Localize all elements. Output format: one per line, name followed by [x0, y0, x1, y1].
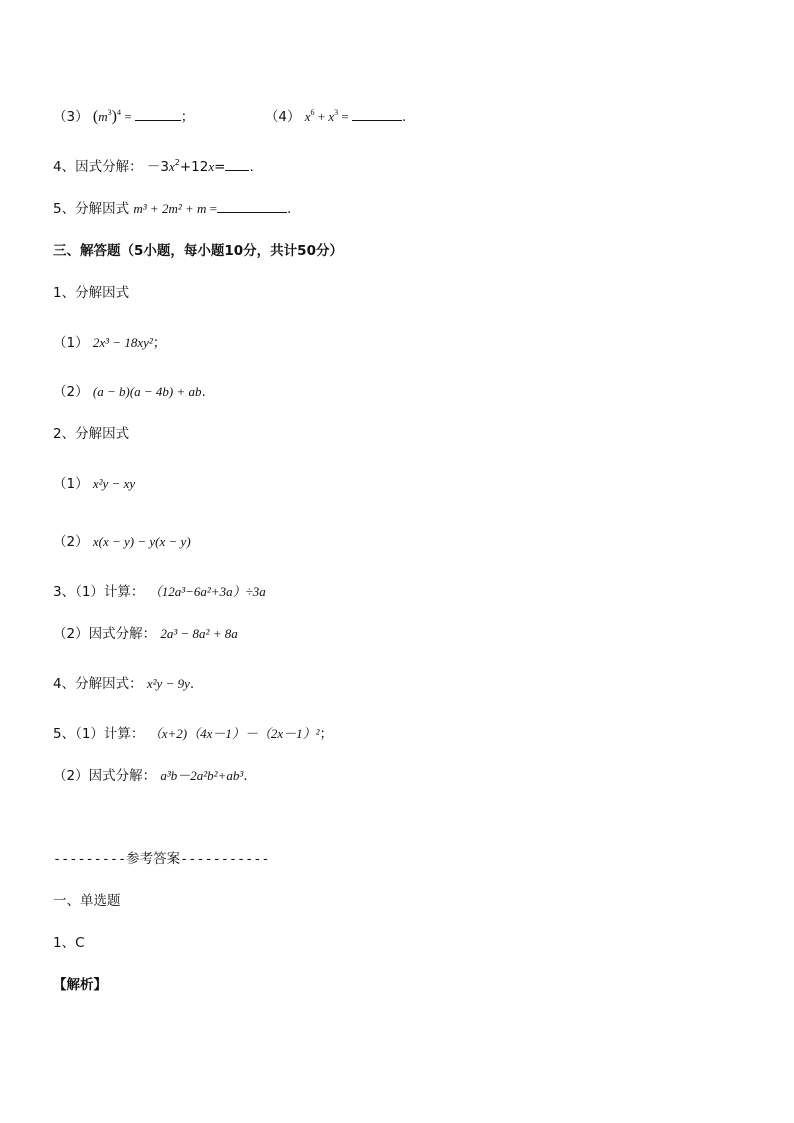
- problem-2-sub-1: （1） x²y − xy: [53, 476, 136, 492]
- problem-1-sub-1: （1） 2x³ − 18xy²；: [53, 335, 167, 351]
- q3-outer-exp: 4: [116, 108, 121, 117]
- problem-2-sub-2: （2） x(x − y) − y(x − y): [53, 534, 191, 550]
- math-expression: x²y − 9y: [146, 676, 190, 691]
- problem-2-title: 2、分解因式: [53, 426, 130, 442]
- problem-4: 4、分解因式： x²y − 9y.: [53, 676, 195, 692]
- answer-section-title: 一、单选题: [53, 893, 121, 909]
- q3-label: （3）: [53, 109, 89, 125]
- problem-3-sub-2: （2）因式分解： 2a³ − 8a² + 8a: [53, 626, 238, 642]
- question-number: 4、: [53, 159, 76, 175]
- math-expression: （12a³−6a²+3a）÷3a: [148, 584, 266, 599]
- answer-divider: ---------参考答案-----------: [53, 851, 270, 867]
- math-expression: （x+2)（4x－1）－（2x－1）²: [148, 726, 320, 741]
- math-expression: x(x − y) − y(x − y): [92, 534, 191, 549]
- q4-answer-blank[interactable]: [352, 109, 402, 121]
- q4-label: （4）: [264, 109, 301, 125]
- q3-end: ；: [180, 109, 195, 125]
- fill5-expression: m³ + 2m² + m: [133, 201, 207, 216]
- question-number: 5、: [53, 201, 76, 217]
- q3-inner-exp: 3: [107, 108, 112, 117]
- math-expression: x²y − xy: [92, 476, 136, 491]
- fill4-answer-blank[interactable]: [225, 159, 249, 171]
- fill5-answer-blank[interactable]: [217, 201, 287, 213]
- analysis-heading: 【解析】: [53, 977, 107, 993]
- fill-question-4: 4、因式分解： $-3x^2+12x=$ .: [53, 158, 254, 175]
- q3-base: m: [98, 109, 108, 124]
- math-expression: 2x³ − 18xy²: [92, 335, 153, 350]
- problem-1-sub-2: （2） (a − b)(a − 4b) + ab.: [53, 384, 206, 400]
- fill-question-5: 5、分解因式 m³ + 2m² + m = .: [53, 201, 292, 217]
- math-expression: a³b－2a²b²+ab³: [160, 768, 244, 783]
- q4-expression: $x^6 + x^3$ =: [304, 108, 349, 124]
- q4-end: .: [402, 109, 407, 125]
- answer-item: 1、C: [53, 935, 85, 951]
- q3-equals: =: [124, 109, 132, 124]
- section-title: 三、解答题（5小题，每小题10分，共计50分）: [53, 243, 343, 259]
- problem-5-sub-2: （2）因式分解： a³b－2a²b²+ab³.: [53, 768, 248, 784]
- problem-5-sub-1: 5、（1）计算： （x+2)（4x－1）－（2x－1）²；: [53, 726, 334, 742]
- math-expression: (a − b)(a − 4b) + ab: [92, 384, 202, 399]
- fill-question-3-4-row: [53, 108, 406, 126]
- problem-1-title: 1、分解因式: [53, 285, 130, 301]
- math-expression: 2a³ − 8a² + 8a: [160, 626, 238, 641]
- question-text: 因式分解：: [75, 159, 143, 175]
- q3-answer-blank[interactable]: [135, 109, 181, 121]
- problem-3-sub-1: 3、（1）计算： （12a³−6a²+3a）÷3a: [53, 584, 266, 600]
- q3-expression: $(m^3)^4$ =: [92, 108, 132, 125]
- question-text: 分解因式: [75, 201, 134, 217]
